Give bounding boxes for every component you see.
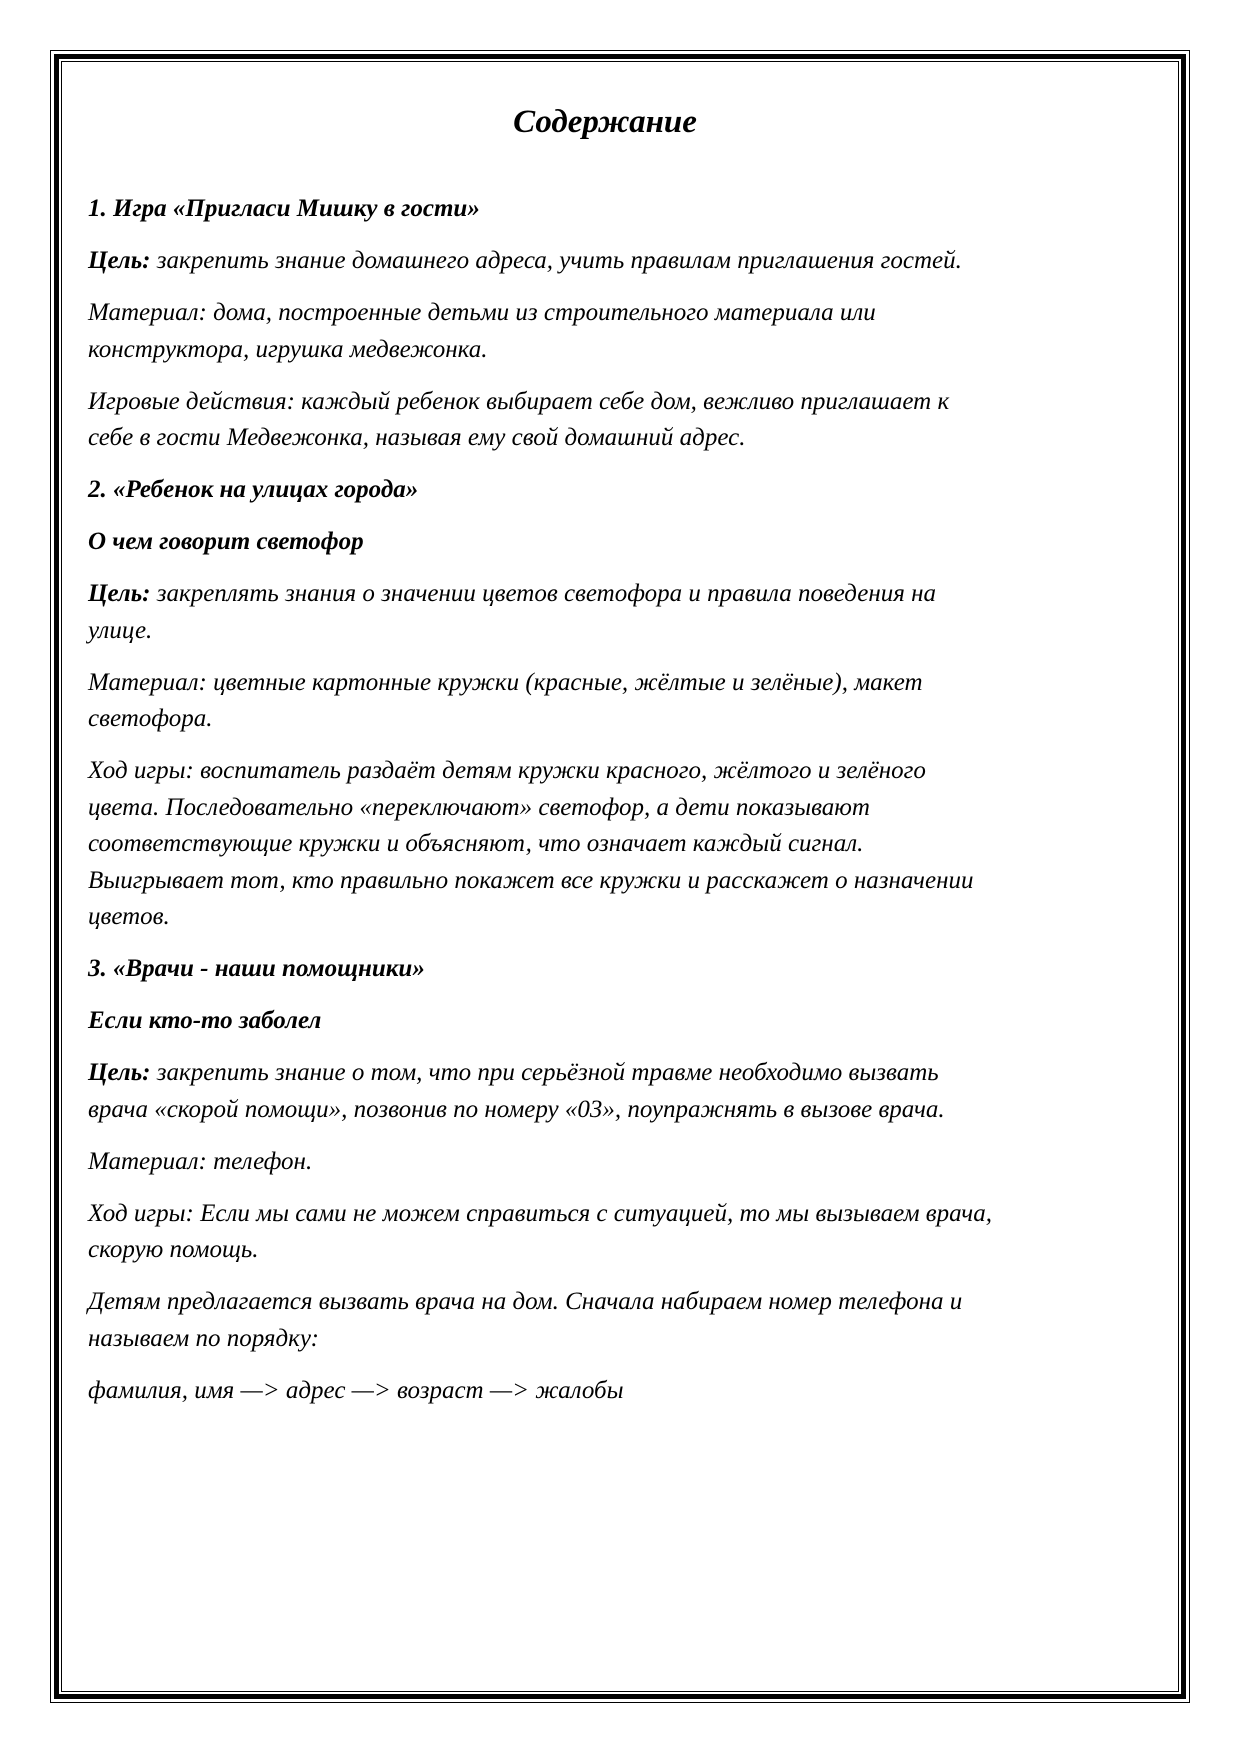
line-text: Если кто-то заболел [88,1007,322,1034]
text-line [88,790,1168,827]
paragraph [88,295,1168,368]
line-text: цвета. Последовательно «переключают» светофор, а дети показывают [88,793,870,821]
paragraph [88,665,1168,738]
text-line [88,1092,1168,1129]
section-heading [88,524,1168,561]
text-line [88,243,1168,280]
line-text: соответствующие кружки и объясняют, что означает каждый сигнал. [88,830,864,857]
line-text: 1. Игра «Пригласи Мишку в гости» [88,195,480,222]
line-text: конструктора, игрушка медвежонка. [88,335,488,363]
paragraph [88,576,1168,649]
text-line [88,899,1168,936]
paragraph [88,753,1168,936]
text-line [88,1196,1168,1233]
text-line [88,1055,1168,1092]
text-line [88,665,1168,702]
text-line [88,1232,1168,1269]
line-text: закрепить знание домашнего адреса, учить правилам приглашения гостей. [150,247,962,274]
line-text: О чем говорит светофор [88,528,364,555]
text-line [88,1373,1168,1410]
text-line [88,472,1168,509]
text-line [88,863,1168,900]
page-title: Содержание [513,104,697,140]
line-text: Детям предлагается вызвать врача на дом. Сначала набираем номер телефона и [88,1288,963,1315]
paragraph [88,243,1168,280]
paragraph [88,1373,1168,1410]
section-heading [88,191,1168,228]
paragraph-label: Цель: [88,1059,151,1086]
line-text: закрепить знание о том, что при серьёзной травме необходимо вызвать [150,1059,939,1086]
text-line [88,384,1168,421]
paragraph-label: Цель: [88,247,151,274]
text-line [88,1321,1168,1358]
text-line [88,1284,1168,1321]
paragraph [88,1196,1168,1269]
text-line [88,1003,1168,1040]
line-text: цветов. [88,903,170,930]
paragraph-label: Цель: [88,580,151,607]
text-line [88,524,1168,561]
text-line [88,1144,1168,1181]
text-line [88,576,1168,613]
document-body [88,191,1168,1425]
line-text: называем по порядку: [88,1324,319,1352]
line-text: врача «скорой помощи», позвонив по номеру «03», поупражнять в вызове врача. [88,1095,945,1123]
line-text: Материал: телефон. [88,1147,313,1175]
text-line [88,613,1168,650]
paragraph [88,1055,1168,1128]
section-heading [88,1003,1168,1040]
line-text: Выигрывает тот, кто правильно покажет все кружки и расскажет о назначении [88,866,974,894]
line-text: светофора. [88,705,213,732]
line-text: 2. «Ребенок на улицах города» [88,476,419,503]
text-line [88,826,1168,863]
text-line [88,701,1168,738]
text-line [88,753,1168,790]
line-text: Ход игры: Если мы сами не можем справиться с ситуацией, то мы вызываем врача, [88,1199,992,1227]
paragraph [88,384,1168,457]
line-text: 3. «Врачи - наши помощники» [88,955,425,982]
line-text: себе в гости Медвежонка, называя ему свой домашний адрес. [88,424,746,451]
line-text: улице. [88,616,153,644]
paragraph [88,1144,1168,1181]
line-text: закреплять знания о значении цветов светофора и правила поведения на [150,580,936,607]
paragraph [88,1284,1168,1357]
line-text: Материал: дома, построенные детьми из строительного материала или [88,299,876,326]
line-text: Ход игры: воспитатель раздаёт детям кружки красного, жёлтого и зелёного [88,757,926,784]
line-text: скорую помощь. [88,1236,259,1263]
text-line [88,332,1168,369]
text-line [88,420,1168,457]
line-text: Материал: цветные картонные кружки (красные, жёлтые и зелёные), макет [88,668,923,696]
line-text: Игровые действия: каждый ребенок выбирает себе дом, вежливо приглашает к [88,387,950,415]
text-line [88,951,1168,988]
section-heading [88,951,1168,988]
line-text: фамилия, имя —> адрес —> возраст —> жалобы [88,1376,624,1404]
text-line [88,295,1168,332]
text-line [88,191,1168,228]
section-heading [88,472,1168,509]
